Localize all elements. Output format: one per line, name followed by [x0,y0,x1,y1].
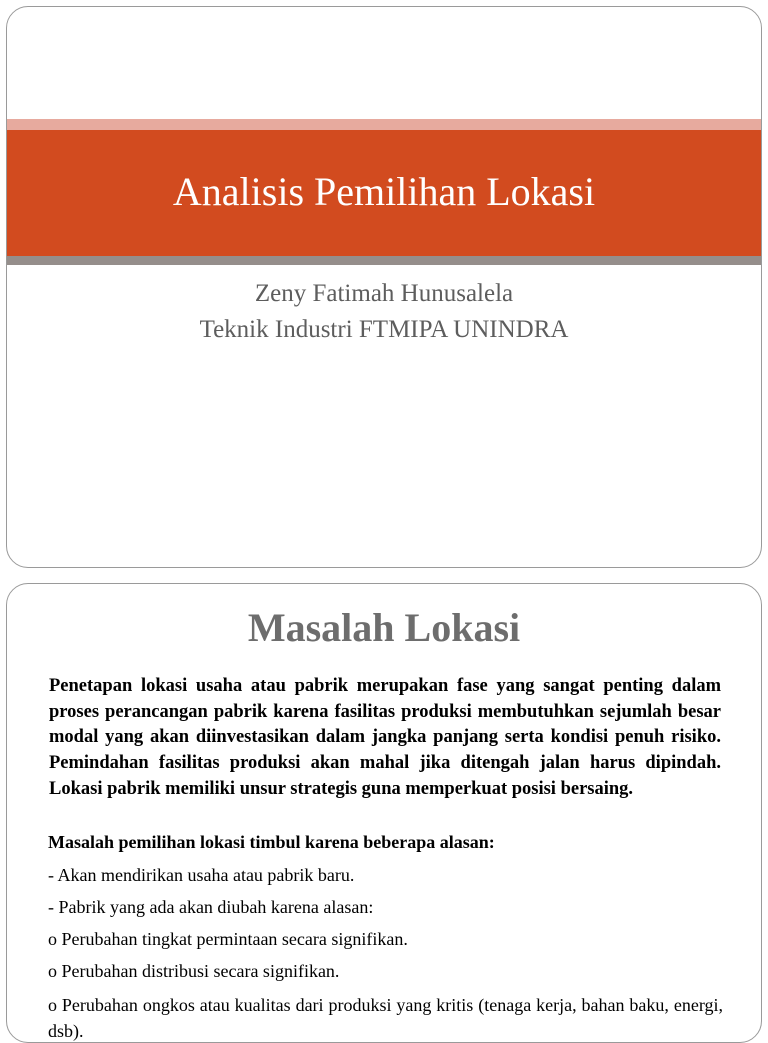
slide-2-title: Masalah Lokasi [247,605,521,650]
list-item: - Pabrik yang ada akan diubah karena alasan: [48,897,374,917]
list-item: o Perubahan ongkos atau kualitas dari produksi yang kritis (tenaga kerja, bahan baku, energi, dsb). [48,995,723,1041]
slide-1-title: Analisis Pemilihan Lokasi [172,168,596,214]
intro-paragraph: Penetapan lokasi usaha atau pabrik merupakan fase yang sangat penting dalam proses perancangan pabrik karena fasilitas produksi membutuhkan sejumlah besar modal yang akan diinvestasikan dalam jangka panjang serta kondisi penuh risiko. Pemindahan fasilitas produksi akan mahal jika ditengah jalan harus dipindah. Lokasi pabrik memiliki unsur strategis guna memperkuat posisi bersaing. [49,676,721,799]
slide-1 [6,6,762,568]
author-name: Zeny Fatimah Hunusalela [254,280,514,307]
list-item: o Perubahan tingkat permintaan secara signifikan. [48,929,408,949]
reasons-intro: Masalah pemilihan lokasi timbul karena beberapa alasan: [48,832,495,852]
list-item: o Perubahan distribusi secara signifikan. [48,961,340,981]
title-band-top-stripe [7,119,761,130]
title-band [7,130,761,256]
title-band-bottom-stripe [7,256,761,265]
author-affiliation: Teknik Industri FTMIPA UNINDRA [199,316,569,343]
slide-2 [6,583,762,1043]
list-item: - Akan mendirikan usaha atau pabrik baru. [48,865,355,885]
